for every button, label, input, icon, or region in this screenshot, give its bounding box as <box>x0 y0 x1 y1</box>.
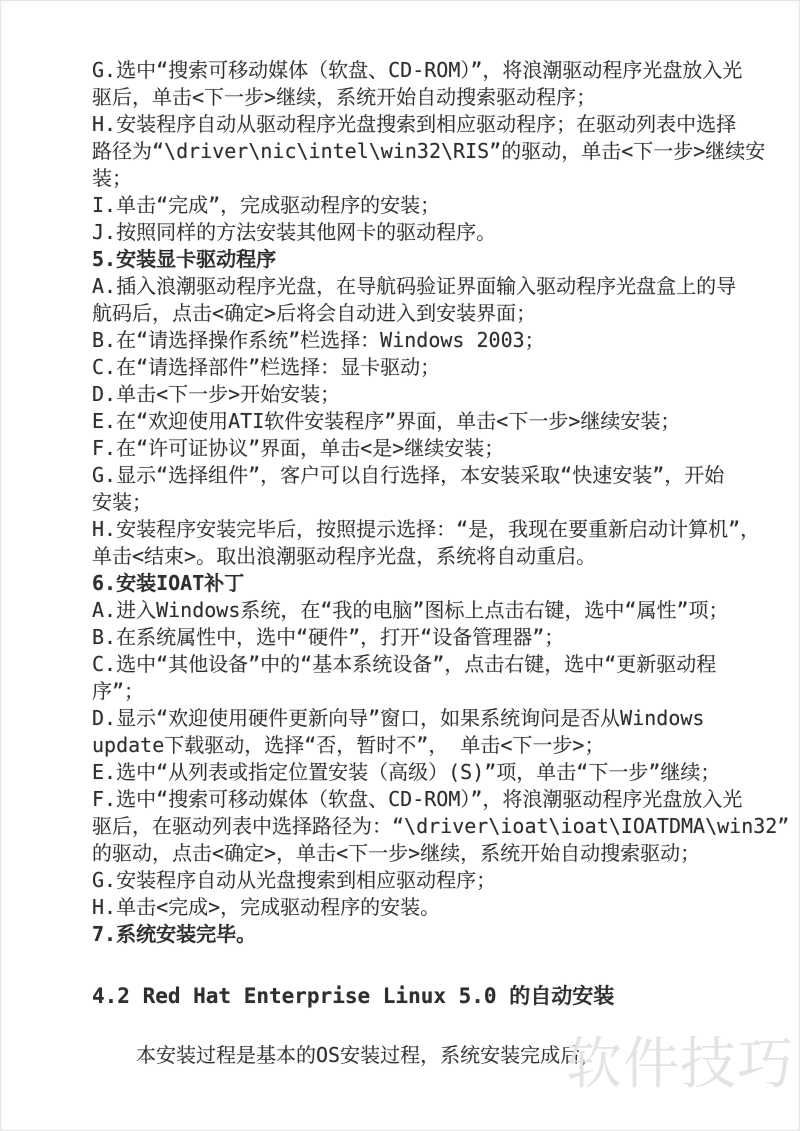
doc-line: E.在“欢迎使用ATI软件安装程序”界面，单击<下一步>继续安装； <box>92 409 681 433</box>
doc-line: 6.安装IOAT补丁 <box>92 571 245 595</box>
doc-line: A.插入浪潮驱动程序光盘，在导航码验证界面输入驱动程序光盘盒上的导 <box>92 274 737 298</box>
doc-line: B.在系统属性中，选中“硬件”，打开“设备管理器”； <box>92 625 565 649</box>
doc-line: H.单击<完成>，完成驱动程序的安装。 <box>92 895 441 919</box>
doc-line: 单击<结束>。取出浪潮驱动程序光盘，系统将自动重启。 <box>92 544 597 568</box>
doc-line: 驱后，在驱动列表中选择路径为：“\driver\ioat\ioat\IOATDMA\win32” <box>92 814 790 838</box>
doc-line: E.选中“从列表或指定位置安装（高级）(S)”项，单击“下一步”继续； <box>92 760 721 784</box>
doc-line: 的驱动，点击<确定>，单击<下一步>继续，系统开始自动搜索驱动； <box>92 841 701 865</box>
doc-line: G.选中“搜索可移动媒体（软盘、CD-ROM）”，将浪潮驱动程序光盘放入光 <box>92 58 743 82</box>
doc-line: H.安装程序安装完毕后，按照提示选择：“是，我现在要重新启动计算机”， <box>92 517 761 541</box>
doc-line: B.在“请选择操作系统”栏选择：Windows 2003； <box>92 328 545 352</box>
doc-line: 序”； <box>92 679 145 703</box>
doc-line: D.显示“欢迎使用硬件更新向导”窗口，如果系统询问是否从Windows <box>92 706 705 730</box>
doc-line: F.选中“搜索可移动媒体（软盘、CD-ROM）”，将浪潮驱动程序光盘放入光 <box>92 787 743 811</box>
doc-line: 驱后，单击<下一步>继续，系统开始自动搜索驱动程序； <box>92 85 597 109</box>
doc-line: 安装； <box>92 490 152 514</box>
doc-line: 路径为“\driver\nic\intel\win32\RIS”的驱动，单击<下一步>继续安 <box>92 139 766 163</box>
doc-line: G.显示“选择组件”，客户可以自行选择，本安装采取“快速安装”，开始 <box>92 463 725 487</box>
doc-line: C.选中“其他设备”中的“基本系统设备”，点击右键，选中“更新驱动程 <box>92 652 717 676</box>
doc-line: D.单击<下一步>开始安装； <box>92 382 341 406</box>
doc-line: J.按照同样的方法安装其他网卡的驱动程序。 <box>92 220 497 244</box>
section-heading: 4.2 Red Hat Enterprise Linux 5.0 的自动安装 <box>92 984 615 1008</box>
doc-line: H.安装程序自动从驱动程序光盘搜索到相应驱动程序；在驱动列表中选择 <box>92 112 737 136</box>
doc-line: 7.系统安装完毕。 <box>92 922 257 946</box>
doc-line: A.进入Windows系统，在“我的电脑”图标上点击右键，选中“属性”项； <box>92 598 729 622</box>
doc-line: 航码后，点击<确定>后将会自动进入到安装界面； <box>92 301 537 325</box>
doc-line: F.在“许可证协议”界面，单击<是>继续安装； <box>92 436 505 460</box>
doc-line: G.安装程序自动从光盘搜索到相应驱动程序； <box>92 868 497 892</box>
watermark: 软件技巧 <box>566 1032 794 1097</box>
doc-line: I.单击“完成”，完成驱动程序的安装； <box>92 193 441 217</box>
doc-line: 装； <box>92 166 132 190</box>
doc-line: 5.安装显卡驱动程序 <box>92 247 277 271</box>
document-body <box>92 57 792 948</box>
doc-line: update下载驱动，选择“否，暂时不”， 单击<下一步>； <box>92 733 605 757</box>
doc-line: C.在“请选择部件”栏选择：显卡驱动； <box>92 355 441 379</box>
intro-paragraph: 本安装过程是基本的OS安装过程，系统安装完成后， <box>136 1043 601 1067</box>
